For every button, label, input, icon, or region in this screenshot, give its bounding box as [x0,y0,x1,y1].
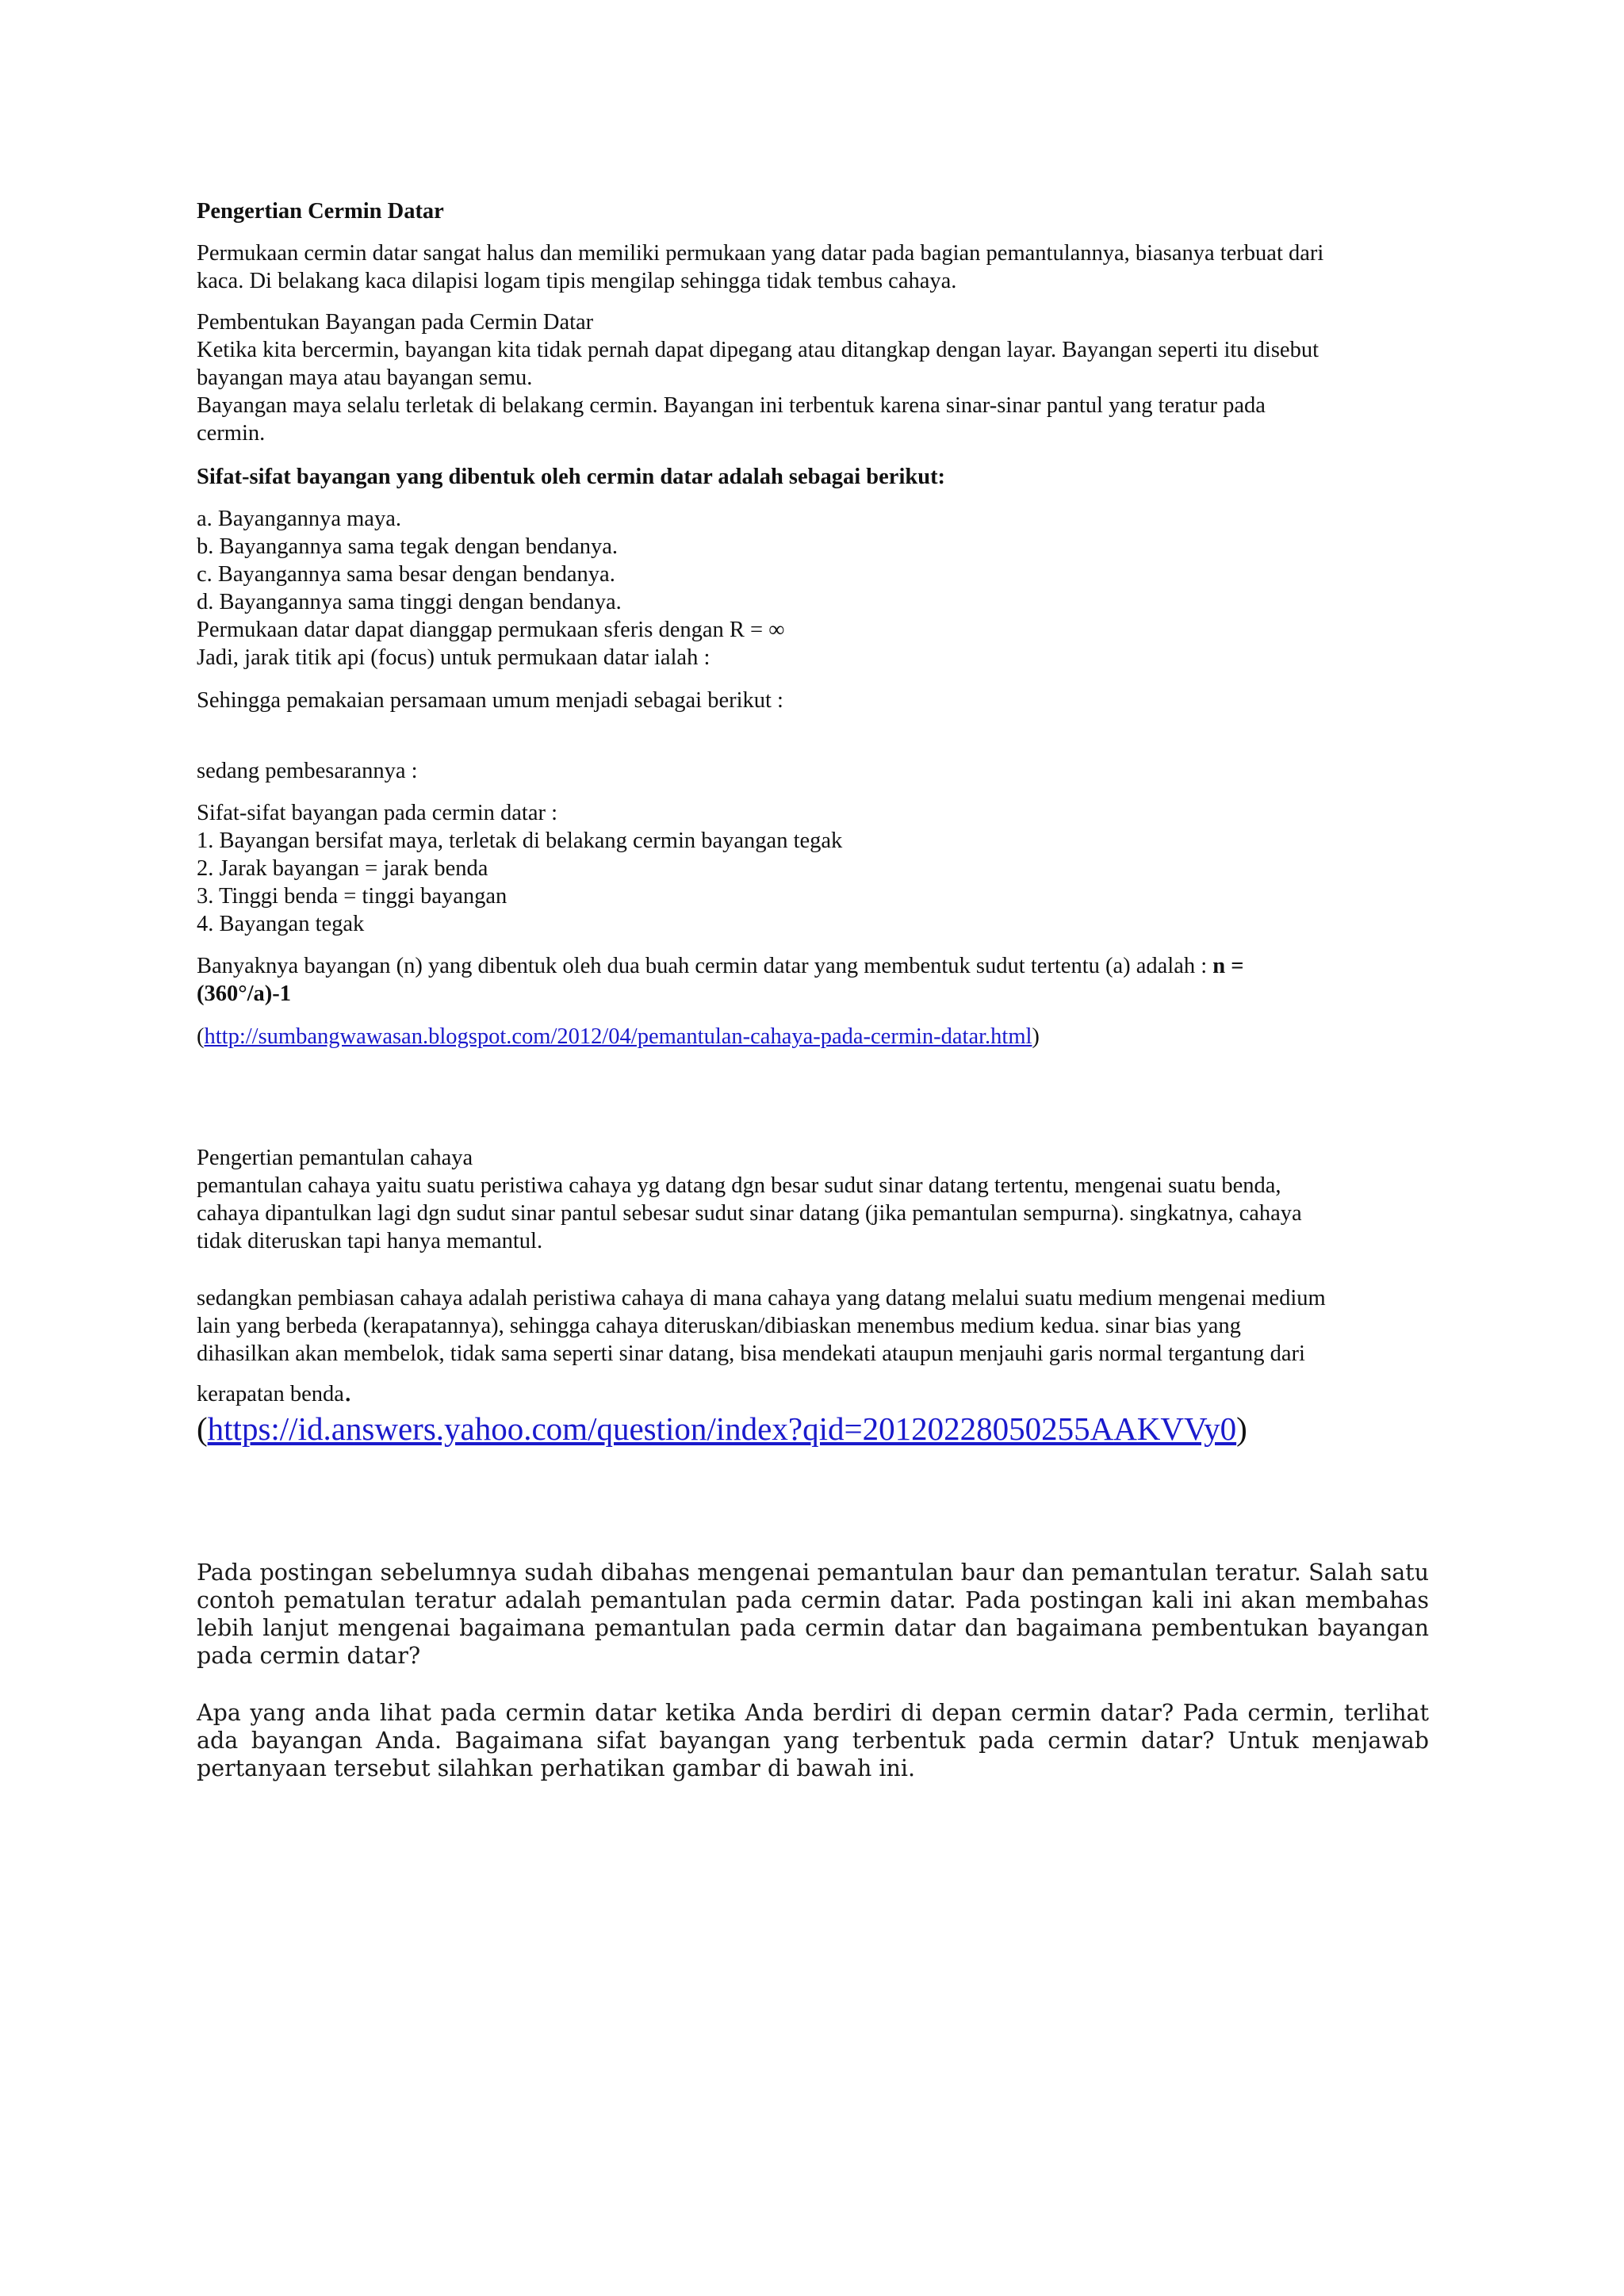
source-link-blogspot[interactable]: http://sumbangwawasan.blogspot.com/2012/04/pemantulan-cahaya-pada-cermin-datar.html [204,1024,1032,1049]
sferis-line: Permukaan datar dapat dianggap permukaan sferis dengan R = ∞ [197,618,785,642]
formation-line-3: Bayangan maya selalu terletak di belakang cermin. Bayangan ini terbentuk karena sinar-sinar pantul yang teratur pada [197,393,1266,418]
reflection-line-3: tidak diteruskan tapi hanya memantul. [197,1229,543,1253]
paren-open-2: ( [197,1410,208,1447]
property-d: d. Bayangannya sama tinggi dengan bendanya. [197,590,622,614]
paren-open: ( [197,1024,205,1049]
paragraph-bayangan-anda: Apa yang anda lihat pada cermin datar ketika Anda berdiri di depan cermin datar? Pada cermin, terlihat ada bayangan Anda. Bagaimana sifat bayangan yang terbentuk pada cermin datar? Untuk menjawab pertanyaan tersebut silahkan perhatikan gambar di bawah ini. [197,1700,1429,1781]
property-c: c. Bayangannya sama besar dengan bendanya. [197,562,615,587]
image-count-line [197,952,1244,981]
summary-heading: Sifat-sifat bayangan pada cermin datar : [197,801,558,825]
equation-line: Sehingga pemakaian persamaan umum menjadi sebagai berikut : [197,688,783,713]
summary-item-1: 1. Bayangan bersifat maya, terletak di belakang cermin bayangan tegak [197,828,843,853]
refraction-line-3: dihasilkan akan membelok, tidak sama seperti sinar datang, bisa mendekati ataupun menjauhi garis normal tergantung dari [197,1341,1305,1366]
document-page [197,0,1434,2296]
refraction-period: . [343,1375,352,1408]
heading-pemantulan-cahaya: Pengertian pemantulan cahaya [197,1146,473,1170]
paragraph-postingan: Pada postingan sebelumnya sudah dibahas mengenai pemantulan baur dan pemantulan teratur. Salah satu contoh pematulan teratur adalah pemantulan pada cermin datar. Pada postingan kali ini akan membahas lebih lanjut mengenai bagaimana pemantulan pada cermin datar dan bagaimana pembentukan bayangan pada cermin datar? [197,1559,1429,1669]
summary-item-4: 4. Bayangan tegak [197,912,365,936]
formation-heading: Pembentukan Bayangan pada Cermin Datar [197,310,594,335]
summary-item-3: 3. Tinggi benda = tinggi bayangan [197,884,508,909]
reflection-line-1: pemantulan cahaya yaitu suatu peristiwa cahaya yg datang dgn besar sudut sinar datang tertentu, mengenai suatu benda, [197,1173,1281,1198]
summary-item-2: 2. Jarak bayangan = jarak benda [197,856,488,881]
refraction-last-text: kerapatan benda [197,1382,344,1406]
paren-close-2: ) [1236,1410,1247,1447]
focus-line: Jadi, jarak titik api (focus) untuk permukaan datar ialah : [197,645,710,670]
intro-line-2: kaca. Di belakang kaca dilapisi logam tipis mengilap sehingga tidak tembus cahaya. [197,269,957,293]
heading-cermin-datar: Pengertian Cermin Datar [197,199,444,224]
magnification-line: sedang pembesarannya : [197,759,418,783]
intro-line-1: Permukaan cermin datar sangat halus dan memiliki permukaan yang datar pada bagian pemantulannya, biasanya terbuat dari [197,241,1324,266]
image-count-text: Banyaknya bayangan (n) yang dibentuk oleh dua buah cermin datar yang membentuk sudut tertentu (a) adalah : [197,954,1213,978]
source-link-yahoo[interactable]: https://id.answers.yahoo.com/question/index?qid=20120228050255AAKVVy0 [207,1410,1237,1447]
refraction-line-2: lain yang berbeda (kerapatannya), sehingga cahaya diteruskan/dibiaskan menembus medium kedua. sinar bias yang [197,1314,1241,1338]
paren-close: ) [1032,1024,1040,1049]
formation-line-1: Ketika kita bercermin, bayangan kita tidak pernah dapat dipegang atau ditangkap dengan layar. Bayangan seperti itu disebut [197,338,1319,362]
property-a: a. Bayangannya maya. [197,507,401,531]
formation-line-2: bayangan maya atau bayangan semu. [197,365,533,390]
image-count-formula-end: (360°/a)-1 [197,982,292,1006]
source-citation-2 [197,1410,1247,1448]
formation-line-4: cermin. [197,421,266,446]
property-b: b. Bayangannya sama tegak dengan bendanya. [197,534,619,559]
refraction-line-4 [197,1377,351,1409]
source-citation-1 [197,1023,1040,1051]
refraction-line-1: sedangkan pembiasan cahaya adalah peristiwa cahaya di mana cahaya yang datang melalui suatu medium mengenai medium [197,1286,1326,1311]
reflection-line-2: cahaya dipantulkan lagi dgn sudut sinar pantul sebesar sudut sinar datang (jika pemantulan sempurna). singkatnya, cahaya [197,1201,1302,1226]
image-count-formula-start: n = [1212,954,1244,978]
properties-heading: Sifat-sifat bayangan yang dibentuk oleh cermin datar adalah sebagai berikut: [197,465,946,489]
